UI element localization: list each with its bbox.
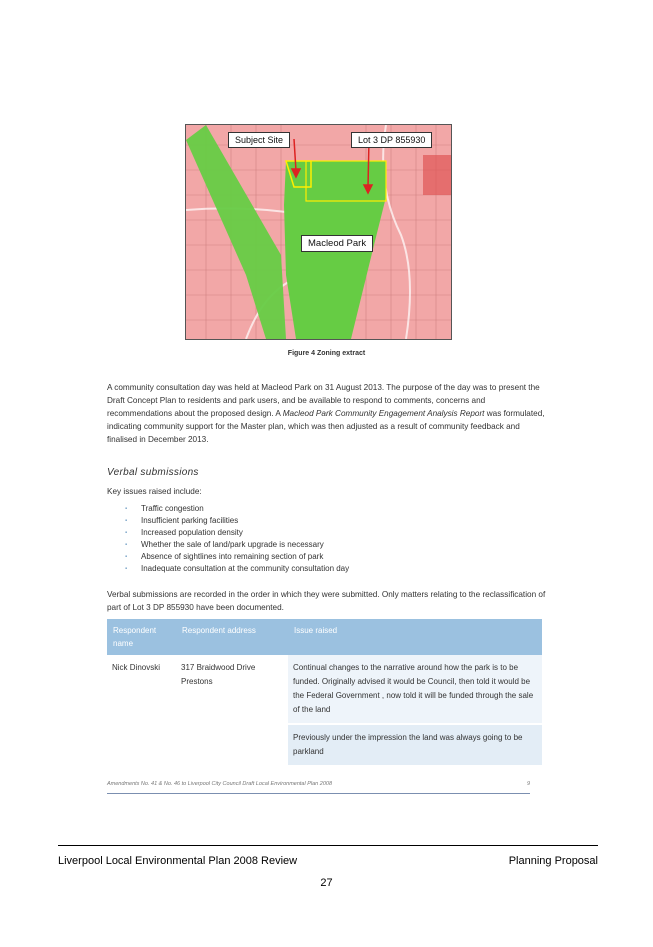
footer-divider [58,845,598,846]
figure-caption: Figure 4 Zoning extract [287,350,366,357]
list-item: ▪ Increased population density [107,527,349,539]
list-item: ▪ Insufficient parking facilities [107,515,349,527]
footer-right: Planning Proposal [508,855,598,867]
verbal-note: Verbal submissions are recorded in the order in which they were submitted. Only matters relating to the reclassification of part of Lot 3 DP 855930 have been documented. [107,590,546,612]
zoning-map-graphic [186,125,451,339]
subject-site-callout: Subject Site [228,132,290,148]
inner-footer-text: Amendments No. 41 & No. 46 to Liverpool City Council Draft Local Environmental Plan 2008 [107,781,333,787]
issue-cell: Previously under the impression the land was always going to be parkland [288,724,542,765]
park-callout: Macleod Park [301,235,373,252]
lot-callout: Lot 3 DP 855930 [351,132,432,148]
list-item: ▪ Whether the sale of land/park upgrade is necessary [107,539,349,551]
submissions-table [107,619,542,765]
inner-footer [107,781,530,794]
issue-cell: Continual changes to the narrative around how the park is to be funded. Originally advised it would be Council, then told it would be the Federal Government , now told it will be funded through the sale of the land [288,655,542,724]
verbal-subheading: Key issues raised include: [107,487,202,496]
issues-list [107,503,349,575]
table-header-row [107,619,542,655]
footer-left: Liverpool Local Environmental Plan 2008 Review [58,855,298,867]
header-issue-raised: Issue raised [288,619,542,655]
intro-part2: was formulated, indicating community support for the Master plan, which was then adjusted as a result of community feedback and finalised in December 2013. [107,409,545,444]
intro-part1: A community consultation day was held at Macleod Park on 31 August 2013. The purpose of the day was to present the Draft Concept Plan to residents and park users, and be available to respond to comments, concerns and recommendations about the proposed design. A [107,383,540,418]
intro-paragraph [107,381,547,446]
list-item: ▪ Absence of sightlines into remaining section of park [107,551,349,563]
header-respondent-name: Respondent name [107,619,176,655]
respondent-name: Nick Dinovski [112,663,161,672]
verbal-heading: Verbal submissions [107,467,199,478]
respondent-address: 317 Braidwood Drive Prestons [181,663,256,686]
inner-footer-page: 9 [526,781,530,787]
list-item: ▪ Traffic congestion [107,503,349,515]
table-row [107,655,542,724]
header-respondent-address: Respondent address [176,619,288,655]
page-number: 27 [320,877,333,889]
zoning-map [185,124,452,340]
report-title: Macleod Park Community Engagement Analysis Report [282,409,485,418]
list-item: ▪ Inadequate consultation at the community consultation day [107,563,349,575]
